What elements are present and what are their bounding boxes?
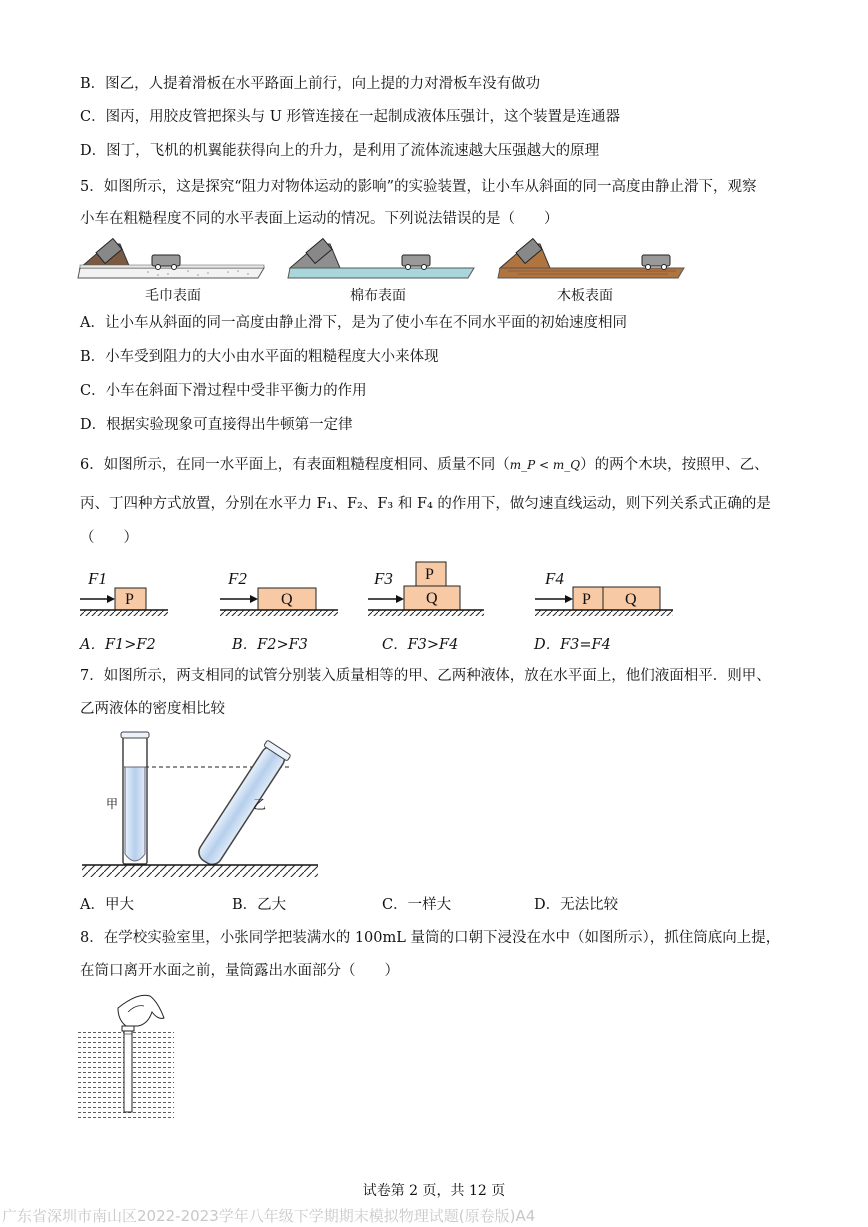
q7-option-a: A．甲大 [80, 897, 134, 913]
q7-option-c: C．一样大 [382, 897, 452, 913]
force-f4-label: F4 [545, 569, 564, 588]
force-f2-label: F2 [228, 569, 247, 588]
q6-mass-relation: m_P < m_Q [509, 458, 581, 472]
q5-option-c: C．小车在斜面下滑过程中受非平衡力的作用 [80, 383, 367, 399]
q5-option-a: A．让小车从斜面的同一高度由静止滑下，是为了使小车在不同水平面的初始速度相同 [80, 315, 627, 331]
label-yi: 乙 [253, 798, 267, 813]
q6-fig-yi [220, 569, 338, 616]
force-f1-label: F1 [88, 569, 107, 588]
q5-stem-line2: 小车在粗糙程度不同的水平表面上运动的情况。下列说法错误的是（ ） [80, 211, 559, 227]
q7-figure [80, 728, 320, 882]
q4-option-b: B．图乙，人提着滑板在水平路面上前行，向上提的力对滑板车没有做功 [80, 76, 541, 92]
q8-figure [78, 990, 178, 1120]
ramp-towel [78, 239, 264, 278]
block-q: Q [281, 591, 293, 608]
block-p: P [425, 566, 434, 583]
ramp-cloth [288, 239, 474, 278]
q7-option-d: D．无法比较 [534, 897, 619, 913]
block-q: Q [426, 590, 438, 607]
q6-option-b: B．F2>F3 [232, 637, 308, 653]
label-jia: 甲 [106, 797, 119, 811]
q6-option-a: A．F1>F2 [80, 637, 156, 653]
q7-stem-line2: 乙两液体的密度相比较 [80, 701, 225, 717]
q6-stem-line1 [80, 455, 769, 475]
block-p: P [125, 591, 134, 608]
watermark: 广东省深圳市南山区2022-2023学年八年级下学期期末模拟物理试题(原卷版)A4 [2, 1207, 536, 1225]
q8-stem-line1: 8．在学校实验室里，小张同学把装满水的 100mL 量筒的口朝下浸没在水中（如图所示），抓住筒底向上提， [80, 930, 781, 946]
force-f3-label: F3 [374, 569, 393, 588]
q5-option-b: B．小车受到阻力的大小由水平面的粗糙程度大小来体现 [80, 349, 439, 365]
q6-option-d: D．F3=F4 [534, 637, 611, 653]
q5-stem-line1: 5．如图所示，这是探究“阻力对物体运动的影响”的实验装置，让小车从斜面的同一高度由静止滑下，观察 [80, 179, 757, 195]
q6-fig-jia [80, 569, 168, 616]
q6-stem-line1-a: 6．如图所示，在同一水平面上，有表面粗糙程度相同、质量不同（ [80, 457, 510, 473]
caption-cloth: 棉布表面 [350, 288, 406, 304]
ramp-wood [498, 239, 684, 278]
test-tube-jia [121, 732, 149, 864]
q6-fig-ding [535, 569, 673, 616]
q5-option-d: D．根据实验现象可直接得出牛顿第一定律 [80, 417, 353, 433]
q7-stem-line1: 7．如图所示，两支相同的试管分别装入质量相等的甲、乙两种液体，放在水平面上，他们液面相平．则甲、 [80, 668, 771, 684]
block-q: Q [625, 591, 637, 608]
q6-stem-line2: 丙、丁四种方式放置，分别在水平力 F₁、F₂、F₃ 和 F₄ 的作用下，做匀速直线运动，则下列关系式正确的是 [80, 496, 771, 512]
q8-stem-line2: 在筒口离开水面之前，量筒露出水面部分（ ） [80, 963, 399, 979]
q6-option-c: C．F3>F4 [382, 637, 459, 653]
q7-option-b: B．乙大 [232, 897, 287, 913]
q6-fig-bing [368, 562, 484, 616]
q6-figure [78, 558, 678, 620]
page-number: 试卷第 2 页，共 12 页 [362, 1183, 506, 1199]
q6-stem-line3: （ ） [80, 530, 138, 546]
q4-option-c: C．图丙，用胶皮管把探头与 U 形管连接在一起制成液体压强计，这个装置是连通器 [80, 109, 621, 125]
caption-wood: 木板表面 [557, 288, 613, 304]
q6-stem-line1-b: ）的两个木块，按照甲、乙、 [580, 457, 769, 473]
q5-figure [78, 238, 688, 288]
test-tube-yi [193, 740, 291, 869]
caption-towel: 毛巾表面 [145, 288, 201, 304]
block-p: P [582, 591, 591, 608]
q4-option-d: D．图丁，飞机的机翼能获得向上的升力，是利用了流体流速越大压强越大的原理 [80, 143, 600, 159]
